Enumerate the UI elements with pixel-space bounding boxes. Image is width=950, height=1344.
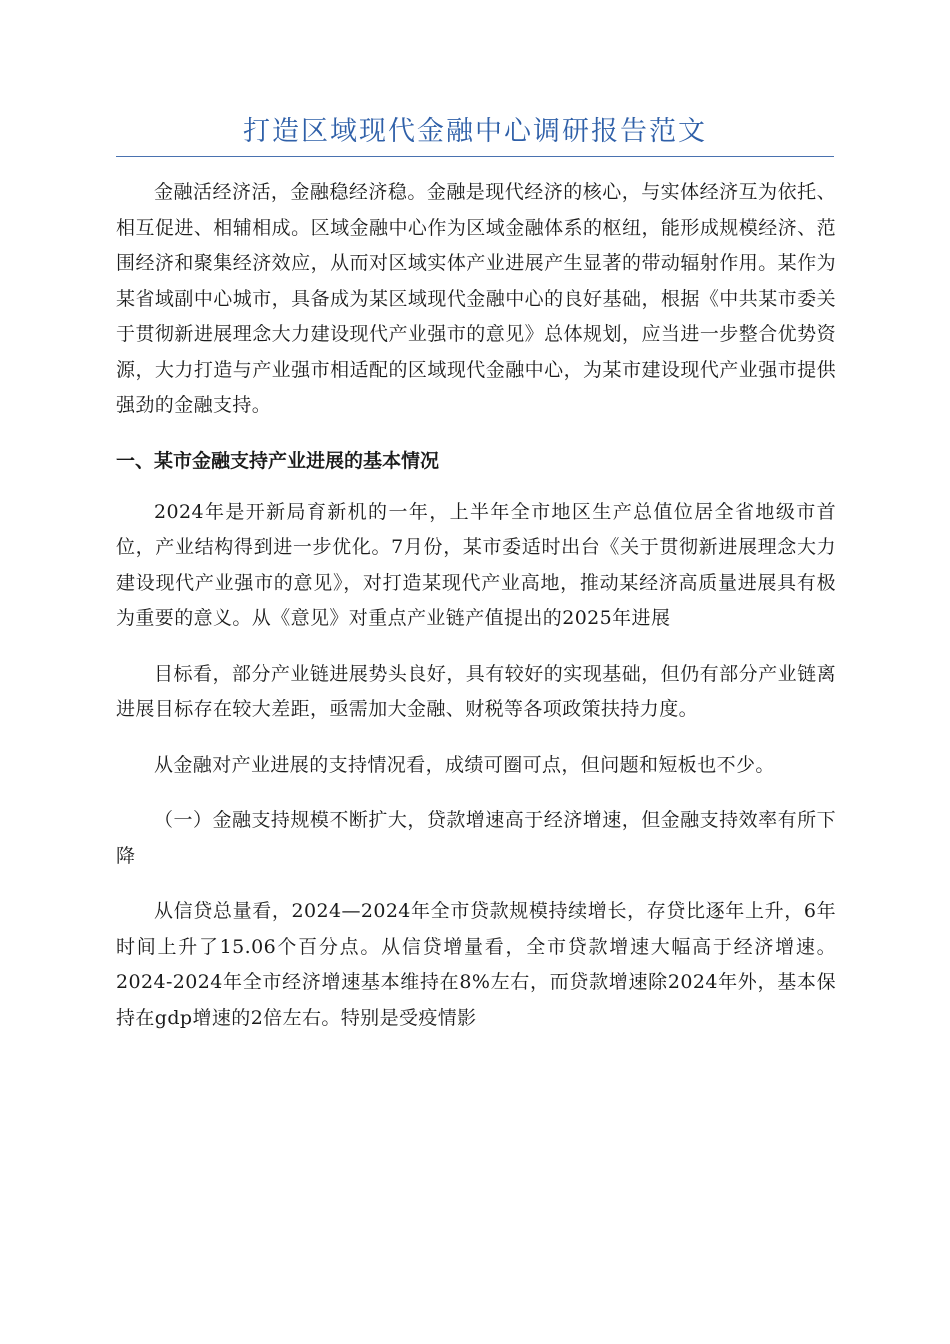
section-heading: 一、某市金融支持产业进展的基本情况 [116, 449, 440, 472]
document-title: 打造区域现代金融中心调研报告范文 [243, 116, 707, 147]
intro-paragraph: 金融活经济活，金融稳经济稳。金融是现代经济的核心，与实体经济互为依托、相互促进、相辅相成。区域金融中心作为区域金融体系的枢纽，能形成规模经济、范围经济和聚集经济效应，从而对区域实体产业进展产生显著的带动辐射作用。某作为某省域副中心城市，具备成为某区域现代金融中心的良好基础，根据《中共某市委关于贯彻新进展理念大力建设现代产业强市的意见》总体规划，应当进一步整合优势资源，大力打造与产业强市相适配的区域现代金融中心，为某市建设现代产业强市提供强劲的金融支持。 [116, 181, 836, 416]
document-body [116, 175, 836, 1056]
paragraph-5: 从信贷总量看，2024—2024年全市贷款规模持续增长，存贷比逐年上升，6年时间上升了15.06个百分点。从信贷增量看，全市贷款增速大幅高于经济增速。2024-2024年全市经济增速基本维持在8%左右，而贷款增速除2024年外，基本保持在gdp增速的2倍左右。特别是受疫情影 [116, 900, 836, 1029]
paragraph-3: 从金融对产业进展的支持情况看，成绩可圈可点，但问题和短板也不少。 [154, 753, 775, 776]
paragraph-2: 目标看，部分产业链进展势头良好，具有较好的实现基础，但仍有部分产业链离进展目标存在较大差距，亟需加大金融、财税等各项政策扶持力度。 [116, 662, 836, 720]
paragraph-1: 2024年是开新局育新机的一年，上半年全市地区生产总值位居全省地级市首位，产业结构得到进一步优化。7月份，某市委适时出台《关于贯彻新进展理念大力建设现代产业强市的意见》，对打造某现代产业高地，推动某经济高质量进展具有极为重要的意义。从《意见》对重点产业链产值提出的2025年进展 [116, 500, 836, 629]
title-block [116, 112, 834, 157]
subsection-heading: （一）金融支持规模不断扩大，贷款增速高于经济增速，但金融支持效率有所下降 [116, 809, 836, 867]
